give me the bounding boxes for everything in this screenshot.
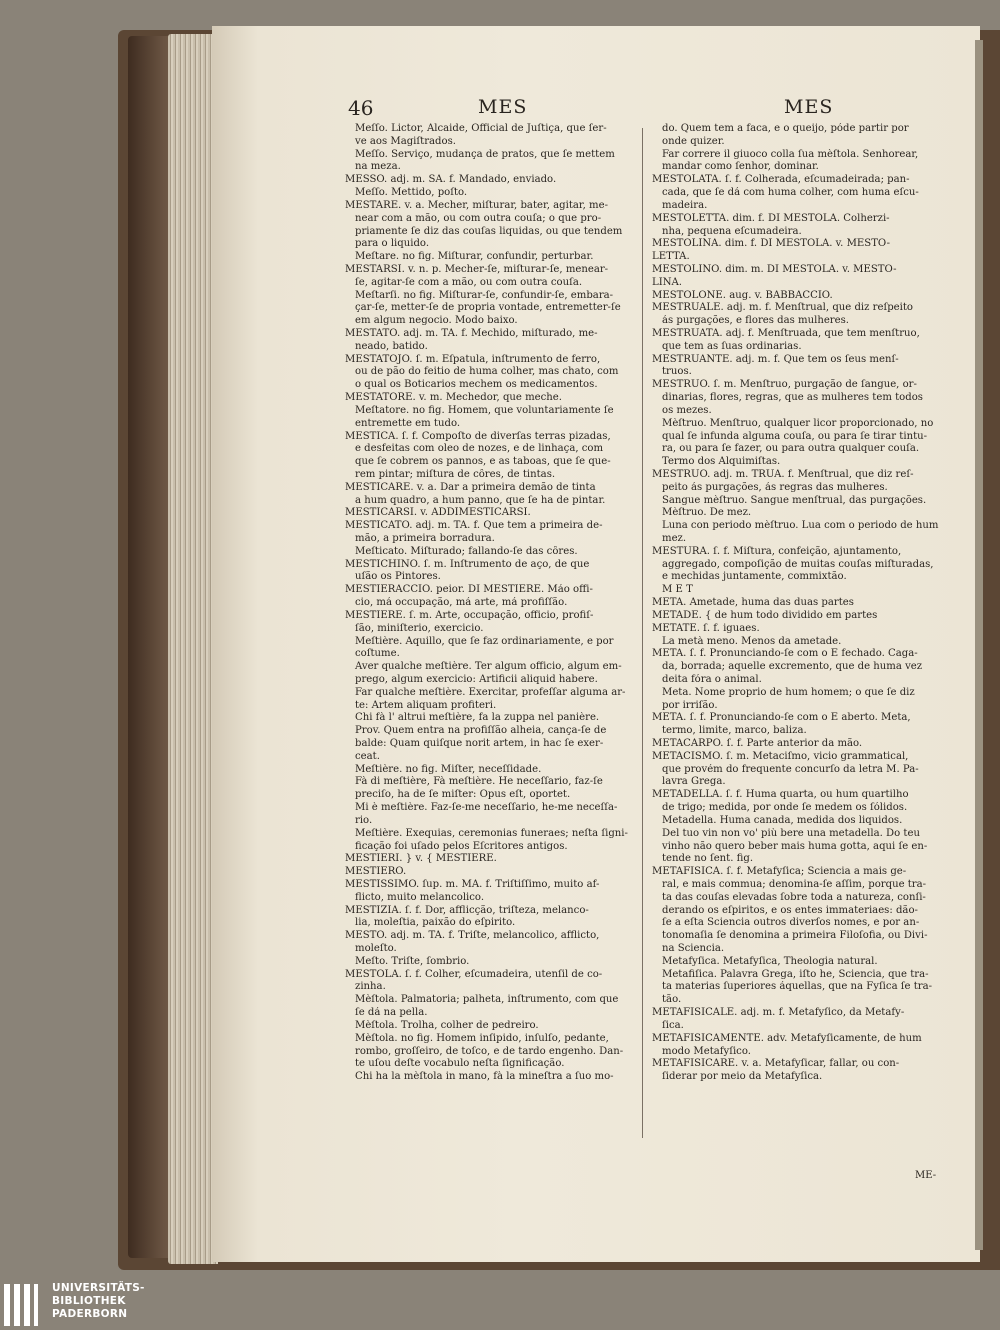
text-line: por irriſão.: [662, 699, 718, 711]
text-line: Meſtière. Exequias, ceremonias funeraes; neſta ſigni-: [355, 827, 628, 839]
text-line: os mezes.: [662, 404, 712, 416]
right-column: [652, 123, 952, 1084]
text-line: METAFISICAMENTE. adv. Metafyſicamente, de hum: [652, 1032, 922, 1044]
text-line: METAFISICARE. v. a. Metafyſicar, fallar, ou con-: [652, 1058, 900, 1070]
text-line: que provém do frequente concurſo da letra M. Pa-: [662, 763, 919, 775]
text-line: e mechidas juntamente, commixtão.: [662, 571, 847, 583]
text-line: MESTISSIMO. ſup. m. MA. f. Triſtiſſimo, muito af-: [345, 878, 600, 890]
library-logo: [0, 1278, 160, 1330]
text-line: ſica.: [662, 1019, 684, 1031]
text-line: deita fóra o animal.: [662, 673, 762, 685]
text-line: ta materias ſuperiores áquellas, que na Fyſica ſe tra-: [662, 981, 933, 993]
text-line: mez.: [662, 533, 687, 544]
text-line: para o liquido.: [355, 238, 430, 250]
text-line: Del tuo vin non vo' più bere una metadella. Do teu: [662, 827, 920, 839]
text-line: ral, e mais commua; denomina-ſe aſſim, porque tra-: [662, 878, 927, 890]
text-line: ſe dá na pella.: [355, 1007, 428, 1019]
text-line: rio.: [355, 814, 373, 826]
text-line: te: Artem aliquam profiteri.: [355, 699, 497, 711]
text-line: MESTICARSI. v. ADDIMESTICARSI.: [345, 507, 531, 519]
text-line: Mèſtruo. Menſtruo, qualquer licor proporcionado, no: [662, 417, 934, 429]
text-line: Termo dos Alquimiſtas.: [662, 456, 781, 468]
text-line: METAFISICA. ſ. f. Metafyſica; Sciencia a mais ge-: [652, 866, 907, 878]
text-line: que ſe cobrem os pannos, e as taboas, que ſe que-: [355, 456, 611, 468]
text-line: priamente ſe diz das couſas liquidas, ou que tendem: [355, 225, 623, 237]
text-line: METÀ. Ametade, huma das duas partes: [652, 597, 854, 609]
text-line: na meza.: [355, 161, 401, 173]
text-line: Sangue mèſtruo. Sangue menſtrual, das purgações.: [662, 494, 927, 506]
text-line: METAFISICÀLE. adj. m. f. Metafyſico, da Metafy-: [652, 1007, 905, 1019]
text-line: ſiderar por meio da Metafyſica.: [662, 1071, 823, 1083]
text-line: MESTOLÌNA. dim. f. DI MÈSTOLA. v. MESTO-: [652, 238, 890, 250]
text-line: prego, algum exercicio: Artificii aliquid habere.: [355, 673, 598, 685]
text-line: e desfeitas com oleo de nozes, e de linhaça, com: [355, 443, 604, 455]
text-line: METATE. ſ. f. iguaes.: [652, 622, 760, 634]
text-line: Mi è meſtière. Faz-ſe-me neceſſario, he-me neceſſa-: [355, 802, 618, 814]
text-line: METADE. { de hum todo dividido em partes: [652, 609, 878, 621]
text-line: Mèſtola. no fig. Homem inſipido, inſulſo, pedante,: [355, 1032, 609, 1044]
text-line: lia, moleſtia, paixão do eſpirito.: [355, 917, 516, 929]
text-line: MESTATORE. v. m. Mechedor, que meche.: [345, 392, 562, 404]
text-line: ſão, miniſterio, exercicio.: [355, 622, 484, 634]
text-line: do. Quem tem a faca, e o queijo, póde partir por: [662, 123, 909, 134]
text-line: MESTIERÀCCIO. peior. DI MESTIÈRE. Máo offi-: [345, 584, 593, 596]
text-line: Meſſo. Lictor, Alcaide, Official de Juſtiça, que ſer-: [355, 123, 607, 134]
text-line: truos.: [662, 366, 692, 378]
text-line: META. ſ. f. Pronunciando-ſe com o E fechado. Caga-: [652, 648, 918, 660]
text-line: ou de pão do feitio de huma colher, mas chato, com: [355, 366, 619, 378]
text-line: lavra Grega.: [662, 776, 726, 788]
text-line: MÈSTRUO. adj. m. TRUA. f. Menſtrual, que diz reſ-: [652, 468, 914, 480]
text-line: Mèſtola. Palmatoria; palheta, inſtrumento, com que: [355, 994, 619, 1006]
logo-line: PADERBORN: [52, 1308, 128, 1320]
text-line: MESTÙRA. ſ. f. Miſtura, confeição, ajuntamento,: [652, 545, 902, 557]
text-line: em algum negocio. Modo baixo.: [355, 315, 518, 327]
text-line: MESTRUÀTA. adj. f. Menſtruada, que tem menſtruo,: [652, 328, 920, 339]
text-line: Meſticato. Miſturado; fallando-ſe das côres.: [355, 545, 578, 557]
text-line: preciſo, ha de ſe miſter: Opus eſt, oportet.: [355, 789, 571, 801]
text-line: moleſto.: [355, 943, 397, 954]
text-line: METACISMO. ſ. m. Metaciſmo, vicio grammatical,: [652, 750, 909, 762]
text-line: Aver qualche meſtière. Ter algum officio, algum em-: [355, 661, 622, 673]
text-line: aggregado, compoſição de muitas couſas miſturadas,: [662, 558, 934, 570]
text-line: MESTATO. adj. m. TA. f. Mechido, miſturado, me-: [345, 328, 598, 339]
text-line: MESTARE. v. a. Mecher, miſturar, bater, agitar, me-: [345, 199, 608, 211]
text-line: MÈSTOLA. ſ. f. Colher, eſcumadeira, utenſil de co-: [345, 968, 603, 980]
column-divider: [642, 128, 643, 1138]
text-line: ficação foi uſado pelos Eſcritores antigos.: [355, 840, 568, 852]
left-column: [345, 123, 630, 1084]
text-line: modo Metafyſico.: [662, 1045, 751, 1057]
text-line: tão.: [662, 994, 682, 1006]
text-line: MESTOLINO. dim. m. DI MÈSTOLA. v. MESTO-: [652, 263, 897, 275]
page-number: 46: [348, 96, 374, 120]
text-line: o qual os Boticarios mechem os medicamentos.: [355, 379, 598, 391]
text-line: MESTARSI. v. n. p. Mecher-ſe, miſturar-ſe, menear-: [345, 263, 609, 275]
text-line: MESTICATO. adj. m. TA. f. Que tem a primeira de-: [345, 520, 603, 532]
text-line: nha, pequena eſcumadeira.: [662, 225, 802, 237]
text-line: rem pintar; miſtura de côres, de tintas.: [355, 468, 556, 480]
text-line: Meſtière. Aquillo, que ſe faz ordinariamente, e por: [355, 635, 614, 647]
text-line: Far qualche meſtière. Exercitar, profeſſar alguma ar-: [355, 686, 626, 698]
text-line: LETTA.: [652, 251, 690, 263]
text-line: Mèſtola. Trolha, colher de pedreiro.: [355, 1019, 539, 1031]
text-line: dinarias, flores, regras, que as mulheres tem todos: [662, 392, 923, 404]
text-line: madeira.: [662, 199, 708, 211]
text-line: ta das couſas elevadas ſobre toda a natureza, conſi-: [662, 891, 926, 903]
text-line: tende no ſent. fig.: [662, 853, 754, 865]
text-line: METACARPO. ſ. f. Parte anterior da mão.: [652, 738, 863, 749]
text-line: M E T: [662, 584, 693, 596]
text-line: coſtume.: [355, 648, 400, 660]
library-logo-icon: [2, 1282, 40, 1328]
text-line: MESTICHINO. ſ. m. Inſtrumento de aço, de que: [345, 558, 590, 570]
text-line: Chi ha la mèſtola in mano, fà la mineſtra a ſuo mo-: [355, 1071, 614, 1083]
text-line: Meſtatore. no fig. Homem, que voluntariamente ſe: [355, 404, 614, 416]
logo-line: BIBLIOTHEK: [52, 1295, 126, 1307]
text-line: tonomaſia ſe denomina a primeira Filoſofia, ou Divi-: [662, 930, 928, 942]
text-line: cio, má occupação, má arte, má profiſſão.: [355, 597, 568, 609]
logo-line: UNIVERSITÄTS-: [52, 1282, 145, 1294]
text-line: MESSO. adj. m. SA. f. Mandado, enviado.: [345, 174, 557, 186]
text-line: ás purgações, e flores das mulheres.: [662, 315, 849, 327]
text-line: te uſou deſte vocabulo neſta ſignificação.: [355, 1058, 565, 1070]
text-line: rombo, groſſeiro, de toſco, e de tardo engenho. Dan-: [355, 1045, 624, 1057]
text-line: neado, batido.: [355, 340, 428, 352]
text-line: Meſſo. Mettido, poſto.: [355, 187, 468, 199]
text-line: Metadella. Huma canada, medida dos liquidos.: [662, 814, 903, 826]
text-line: mão, a primeira borradura.: [355, 533, 495, 544]
text-line: Mèſtruo. De mez.: [662, 507, 752, 519]
text-line: Metafiſica. Palavra Grega, iſto he, Sciencia, que tra-: [662, 968, 929, 980]
text-line: MESTIÈRI. } v. { MESTIÈRE.: [345, 853, 497, 865]
text-line: termo, limite, marco, baliza.: [662, 725, 807, 737]
text-line: MESTOLÀTA. ſ. f. Colherada, eſcumadeirada; pan-: [652, 174, 910, 186]
text-line: ceat.: [355, 750, 380, 762]
page-edges: [168, 34, 218, 1264]
text-line: MESTÌZIA. ſ. f. Dor, afflicção, triſteza, melanco-: [345, 904, 589, 916]
text-line: Far correre il giuoco colla ſua mèſtola. Senhorear,: [662, 148, 919, 160]
text-line: Prov. Quem entra na profiſſão alheia, cança-ſe de: [355, 725, 607, 737]
running-head-left: MES: [478, 96, 528, 118]
dictionary-page: [212, 26, 980, 1262]
text-line: MESTOLÒNE. aug. v. BABBACCIO.: [652, 289, 833, 301]
text-line: ve aos Magiſtrados.: [355, 135, 456, 147]
text-line: na Sciencia.: [662, 943, 725, 954]
text-line: a hum quadro, a hum panno, que ſe ha de pintar.: [355, 494, 606, 506]
text-line: Luna con periodo mèſtruo. Lua com o periodo de hum: [662, 520, 939, 532]
text-line: entremette em tudo.: [355, 417, 461, 429]
text-line: MESTO. adj. m. TA. f. Triſte, melancolico, afflicto,: [345, 930, 600, 942]
text-line: cada, que ſe dá com huma colher, com huma eſcu-: [662, 187, 919, 199]
catchword: ME-: [915, 1170, 937, 1181]
text-line: qual ſe infunda alguma couſa, ou para ſe tirar tintu-: [662, 430, 928, 442]
text-line: MESTICA. ſ. f. Compoſto de diverſas terras pizadas,: [345, 430, 611, 442]
text-line: uſão os Pintores.: [355, 571, 441, 583]
text-line: balde: Quam quiſque norit artem, in hac ſe exer-: [355, 738, 604, 749]
text-line: ſe a eſta Sciencia outros diverſos nomes, e por an-: [662, 917, 920, 929]
text-line: que tem as ſuas ordinarias.: [662, 340, 802, 352]
text-line: LÌNA.: [652, 276, 683, 288]
text-line: Meſto. Triſte, ſombrio.: [355, 955, 470, 967]
library-logo-text: [52, 1282, 145, 1321]
text-line: Chi fà l' altrui meſtière, fa la zuppa nel panière.: [355, 712, 600, 724]
text-line: Meta. Nome proprio de hum homem; o que ſe diz: [662, 686, 915, 698]
text-line: MESTICARE. v. a. Dar a primeira demão de tinta: [345, 481, 596, 493]
text-line: vinho não quero beber mais huma gotta, aqui ſe en-: [662, 840, 928, 852]
text-line: Metafyſica. Metafyſica, Theologia natural.: [662, 955, 878, 967]
text-line: MESTRUÀLE. adj. m. f. Menſtrual, que diz reſpeito: [652, 302, 914, 314]
text-line: peito ás purgações, ás regras das mulheres.: [662, 481, 888, 493]
page-right-edge: [975, 40, 983, 1250]
text-line: de trigo; medida, por onde ſe medem os ſólidos.: [662, 802, 908, 814]
text-line: zinha.: [355, 981, 386, 993]
text-line: Meſſo. Serviço, mudança de pratos, que ſe mettem: [355, 148, 615, 160]
text-line: mandar como ſenhor, dominar.: [662, 161, 819, 173]
text-line: La metà meno. Menos da ametade.: [662, 635, 842, 647]
text-line: onde quizer.: [662, 135, 725, 147]
text-line: Meſtare. no fig. Miſturar, confundir, perturbar.: [355, 251, 594, 263]
text-line: flicto, muito melancolico.: [355, 891, 485, 903]
text-line: MESTIÈRE. ſ. m. Arte, occupação, officio, profiſ-: [345, 609, 594, 621]
text-line: META. ſ. f. Pronunciando-ſe com o E aberto. Meta,: [652, 712, 911, 724]
text-line: derando os eſpiritos, e os entes immateriaes: dão-: [662, 904, 918, 916]
text-line: Fà di meſtière, Fà meſtière. He neceſſario, faz-ſe: [355, 776, 603, 788]
text-line: da, borrada; aquelle excremento, que de huma vez: [662, 661, 923, 673]
text-line: MESTIÈRO.: [345, 866, 407, 878]
text-line: ſe, agitar-ſe com a mão, ou com outra couſa.: [355, 276, 583, 288]
text-line: ra, ou para ſe fazer, ou para outra qualquer couſa.: [662, 443, 920, 455]
text-line: MESTOLETTA. dim. f. DI MÈSTOLA. Colherzi-: [652, 212, 890, 224]
text-line: MESTATÒJO. ſ. m. Eſpatula, inſtrumento de ferro,: [345, 353, 601, 365]
text-line: Meſtarſi. no fig. Miſturar-ſe, confundir-ſe, embara-: [355, 289, 614, 301]
running-head-right: MES: [784, 96, 834, 118]
text-line: çar-ſe, metter-ſe de propria vontade, entremetter-ſe: [355, 302, 621, 314]
text-line: MESTRUANTE. adj. m. f. Que tem os ſeus menſ-: [652, 353, 899, 365]
text-line: METADELLA. ſ. f. Huma quarta, ou hum quartilho: [652, 789, 909, 801]
text-line: Meſtière. no fig. Miſter, neceſſidade.: [355, 763, 542, 775]
text-line: MÈSTRUO. ſ. m. Menſtruo, purgação de ſangue, or-: [652, 379, 917, 391]
text-line: near com a mão, ou com outra couſa; o que pro-: [355, 212, 602, 224]
